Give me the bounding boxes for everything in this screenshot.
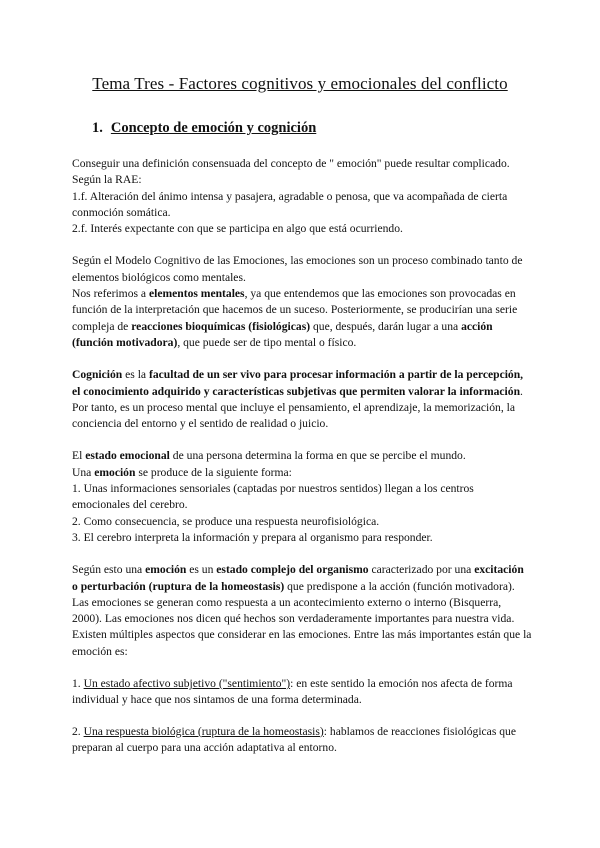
text-run: que, después, darán lugar a una (310, 319, 462, 333)
page-title: Tema Tres - Factores cognitivos y emocionales del conflicto (92, 74, 508, 93)
paragraph (72, 448, 532, 464)
text-run: , ya que entendemos que las emociones son provocadas en función de la interpretación que hacemos de un suceso. Posteriormente, se producirían una serie compleja de (72, 287, 518, 333)
bold-term: emoción (94, 465, 136, 479)
text-run: Nos referimos a (72, 287, 149, 301)
spacer (72, 351, 532, 367)
paragraph (72, 367, 532, 432)
document-body (72, 156, 532, 756)
paragraph (72, 562, 532, 660)
underlined-term: Un estado afectivo subjetivo ("sentimiento") (83, 677, 291, 691)
bold-term: facultad de un ser vivo para procesar información a partir de la percepción, el conocimiento adquirido y características subjetivas que permiten valorar la información (72, 368, 524, 398)
text-run: es un (186, 563, 217, 577)
bold-term: excitación o perturbación (ruptura de la homeostasis) (72, 563, 524, 593)
list-item (72, 724, 532, 757)
list-item: 3. El cerebro interpreta la información y prepara al organismo para responder. (72, 530, 433, 544)
list-item (72, 676, 532, 709)
section-number: 1. (92, 120, 103, 136)
bold-term: elementos mentales (148, 287, 245, 301)
text-run: , que puede ser de tipo mental o físico. (177, 335, 357, 349)
text-run: Una (72, 465, 95, 479)
paragraph: Conseguir una definición consensuada del concepto de " emoción" puede resultar complicado. (72, 157, 510, 170)
bold-term: emoción (145, 563, 187, 577)
spacer (72, 709, 532, 724)
list-item: 2. Como consecuencia, se produce una respuesta neurofisiológica. (72, 514, 380, 528)
text-run: . Por tanto, es un proceso mental que incluye el pensamiento, el aprendizaje, la memorización, la conciencia del entorno y el sentido de realidad o juicio. (72, 384, 523, 431)
paragraph (72, 286, 532, 351)
list-item: 1. Unas informaciones sensoriales (captadas por nuestros sentidos) llegan a los centros emocionales del cerebro. (72, 482, 474, 512)
spacer (72, 546, 532, 562)
bold-term: estado emocional (85, 449, 170, 463)
bold-term: estado complejo del organismo (216, 563, 369, 577)
text-run: caracterizado por una (368, 563, 475, 577)
bold-term: Cognición (72, 368, 123, 382)
bold-term: acción (función motivadora) (72, 319, 493, 349)
text-run: : en este sentido la emoción nos afecta de forma individual y hace que nos sintamos de una forma determinada. (72, 677, 513, 707)
item-number: 1. (72, 677, 84, 691)
spacer (72, 237, 532, 253)
bold-term: reacciones bioquímicas (fisiológicas) (131, 319, 311, 333)
paragraph (72, 465, 532, 481)
paragraph: 1.f. Alteración del ánimo intensa y pasajera, agradable o penosa, que va acompañada de cierta conmoción somática. (72, 189, 508, 219)
section-title: Concepto de emoción y cognición (110, 120, 317, 136)
spacer (72, 432, 532, 448)
paragraph: 2.f. Interés expectante con que se participa en algo que está ocurriendo. (72, 222, 403, 236)
paragraph: Según la RAE: (72, 173, 142, 187)
text-run: El (72, 449, 86, 463)
spacer (72, 660, 532, 676)
text-run: Según esto una (72, 563, 146, 577)
text-run: que predispone a la acción (función motivadora). Las emociones se generan como respuesta a un acontecimiento externo o interno (Bisquerra, 2000). Las emociones nos dicen qué hechos son verdaderamente importantes para nuestra vida. Existen múltiples aspectos que considerar en las emociones. Entre las más importantes están que la emoción es: (72, 579, 532, 658)
section-heading (92, 120, 316, 137)
paragraph: Según el Modelo Cognitivo de las Emociones, las emociones son un proceso combinado tanto de elementos biológicos como mentales. (72, 254, 523, 284)
text-run: se produce de la siguiente forma: (135, 465, 292, 479)
text-run: es la (122, 368, 149, 382)
text-run: : hablamos de reacciones fisiológicas que preparan al cuerpo para una acción adaptativa al entorno. (72, 724, 516, 754)
item-number: 2. (72, 724, 84, 738)
text-run: de una persona determina la forma en que se percibe el mundo. (169, 449, 466, 463)
underlined-term: Una respuesta biológica (ruptura de la homeostasis) (83, 724, 324, 738)
